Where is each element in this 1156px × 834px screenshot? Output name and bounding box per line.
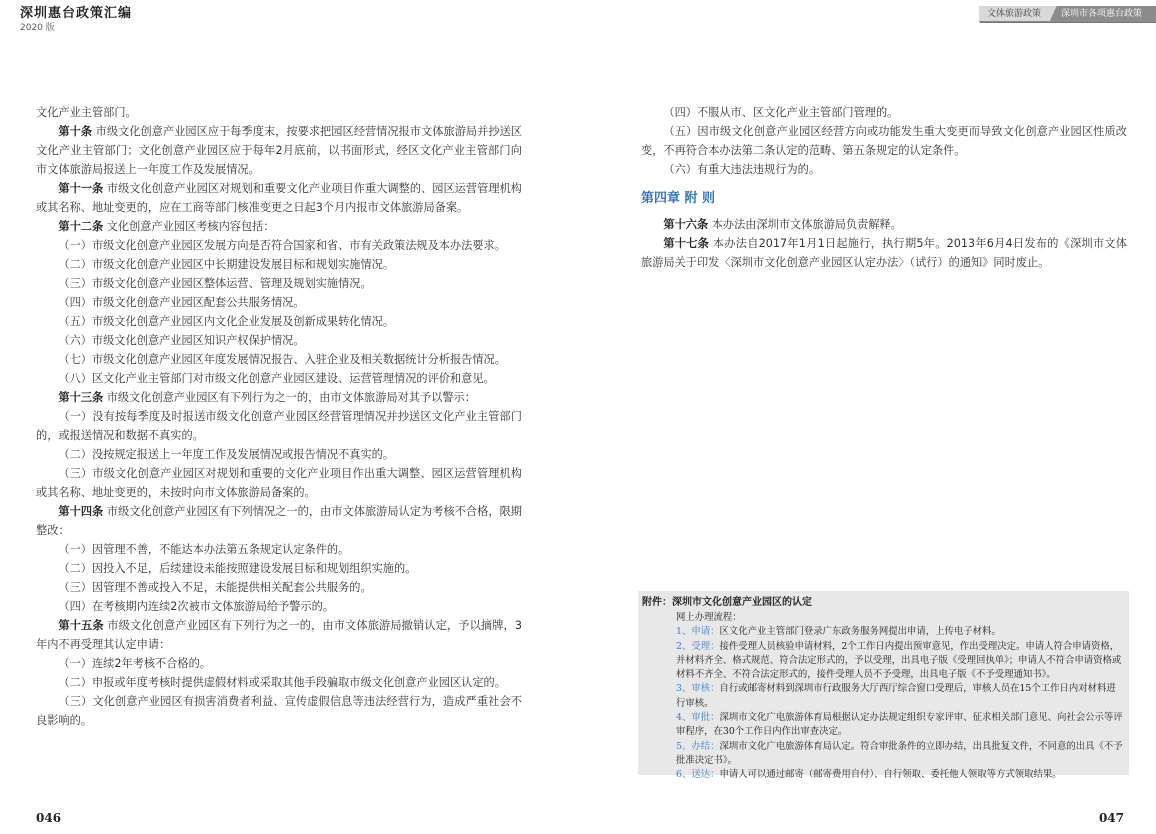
appendix-title: 附件：深圳市文化创意产业园区的认定 (642, 597, 812, 608)
article-label: 第十五条 (58, 619, 104, 632)
paragraph (36, 331, 522, 350)
article-label: 第十条 (58, 125, 93, 138)
appendix-intro: 网上办理流程： (676, 612, 742, 623)
article-label: 第十七条 (663, 237, 710, 250)
paragraph (641, 234, 1127, 272)
paragraph-text: 本办法由深圳市文体旅游局负责解释。 (708, 218, 902, 231)
article-label: 第十四条 (58, 505, 104, 518)
paragraph (641, 103, 1127, 122)
book-title: 深圳惠台政策汇编 (20, 6, 133, 21)
right-page-body (641, 103, 1127, 272)
paragraph-text: 市级文化创意产业园区对规划和重要文化产业项目作重大调整的、园区运营管理机构或其名称、地址变更的，应在工商等部门核准变更之日起3个月内报市文体旅游局备案。 (36, 182, 522, 214)
article-label: 第十三条 (58, 391, 104, 404)
paragraph (36, 597, 522, 616)
paragraph-text: （六）市级文化创意产业园区知识产权保护情况。 (58, 334, 305, 347)
appendix-step (642, 640, 1125, 683)
paragraph-text: （二）申报或年度考核时提供虚假材料或采取其他手段骗取市级文化创意产业园区认定的。 (58, 676, 506, 689)
step-text: 深圳市文化广电旅游体育局认定。符合审批条件的立即办结，出具批复文件，不同意的出具《不予批准决定书》。 (676, 740, 1123, 766)
paragraph (36, 369, 522, 388)
paragraph-text: 市级文化创意产业园区应于每季度末，按要求把园区经营情况报市文体旅游局并抄送区文化产业主管部门；文化创意产业园区应于每年2月底前，以书面形式，经区文化产业主管部门向市文体旅游局报送上一年度工作及发展情况。 (36, 125, 522, 176)
paragraph (36, 540, 522, 559)
appendix-step (642, 682, 1125, 711)
article-label: 第十一条 (58, 182, 104, 195)
paragraph (36, 445, 522, 464)
paragraph (36, 350, 522, 369)
paragraph-text: （四）在考核期内连续2次被市文体旅游局给予警示的。 (58, 600, 335, 613)
paragraph-text: 市级文化创意产业园区有下列行为之一的，由市文体旅游局对其予以警示： (103, 391, 476, 404)
paragraph-text: （五）因市级文化创意产业园区经营方向或功能发生重大变更而导致文化创意产业园区性质改变，不再符合本办法第二条认定的范畴、第五条规定的认定条件。 (641, 125, 1127, 157)
paragraph-text: （三）市级文化创意产业园区整体运营、管理及规划实施情况。 (58, 277, 372, 290)
paragraph (36, 464, 522, 502)
step-label: 6、送达： (676, 769, 720, 781)
paragraph-text: （一）连续2年考核不合格的。 (58, 657, 211, 670)
tab-parent-section: 深圳市各项惠台政策 (1057, 6, 1156, 22)
paragraph-text: 市级文化创意产业园区有下列行为之一的，由市文体旅游局撤销认定，予以摘牌，3年内不再受理其认定申请： (36, 619, 522, 651)
right-page-list (641, 103, 1127, 179)
step-text: 深圳市文化广电旅游体育局根据认定办法规定组织专家评审、征求相关部门意见、向社会公示等评审程序，在30个工作日内作出审查决定。 (676, 712, 1123, 738)
paragraph-text: （八）区文化产业主管部门对市级文化创意产业园区建设、运营管理情况的评价和意见。 (58, 372, 495, 385)
appendix-step (642, 740, 1125, 769)
paragraph-text: （五）市级文化创意产业园区内文化企业发展及创新成果转化情况。 (58, 315, 395, 328)
paragraph (36, 388, 522, 407)
paragraph (36, 673, 522, 692)
step-label: 3、审核： (676, 683, 720, 695)
page-number-right: 047 (1098, 811, 1124, 825)
section-tabs (979, 6, 1156, 22)
appendix-box (638, 591, 1129, 781)
paragraph (36, 122, 522, 179)
paragraph-text: （四）市级文化创意产业园区配套公共服务情况。 (58, 296, 305, 309)
paragraph-text: （二）因投入不足，后续建设未能按照建设发展目标和规划组织实施的。 (58, 562, 417, 575)
paragraph (36, 312, 522, 331)
paragraph (641, 215, 1127, 234)
appendix-step (642, 711, 1125, 740)
paragraph (36, 103, 522, 122)
step-text: 接件受理人员核验申请材料，2个工作日内提出预审意见，作出受理决定。申请人符合申请资格，并材料齐全、格式规范、符合法定形式的，予以受理，出具电子版《受理回执单》；申请人不符合申请资格或材料不齐全、不符合法定形式的，接件受理人员不予受理，出具电子版《不予受理通知书》。 (676, 640, 1122, 681)
paragraph-text: 市级文化创意产业园区有下列情况之一的，由市文体旅游局认定为考核不合格，限期整改： (36, 505, 522, 537)
paragraph (36, 578, 522, 597)
header-rule (980, 22, 1156, 23)
paragraph-text: （二）没按规定报送上一年度工作及发展情况或报告情况不真实的。 (58, 448, 395, 461)
paragraph-text: （二）市级文化创意产业园区中长期建设发展目标和规划实施情况。 (58, 258, 395, 271)
paragraph (36, 255, 522, 274)
paragraph (36, 217, 522, 236)
paragraph (36, 179, 522, 217)
header-left (20, 6, 132, 34)
right-page-articles (641, 215, 1127, 272)
paragraph (36, 407, 522, 445)
paragraph-text: （三）市级文化创意产业园区对规划和重要的文化产业项目作出重大调整、园区运营管理机构或其名称、地址变更的，未按时向市文体旅游局备案的。 (36, 467, 522, 499)
paragraph-text: （六）有重大违法违规行为的。 (663, 163, 821, 176)
step-text: 区文化产业主管部门登录广东政务服务网提出申请，上传电子材料。 (719, 626, 1001, 638)
paragraph-text: （三）文化创意产业园区有损害消费者利益、宣传虚假信息等违法经营行为，造成严重社会不良影响的。 (36, 695, 522, 727)
appendix-step (642, 768, 1125, 782)
paragraph (36, 692, 522, 730)
book-edition: 2020 版 (20, 23, 55, 33)
appendix-steps (642, 625, 1125, 782)
paragraph-text: （四）不服从市、区文化产业主管部门管理的。 (663, 106, 899, 119)
step-label: 2、受理： (676, 640, 720, 652)
paragraph (36, 274, 522, 293)
step-text: 申请人可以通过邮寄（邮寄费用自付）、自行领取、委托他人领取等方式领取结果。 (719, 769, 1062, 781)
page-number-left: 046 (36, 811, 62, 825)
left-page-body (36, 103, 522, 730)
paragraph-text: 文化创意产业园区考核内容包括： (103, 220, 275, 233)
tab-separator (1049, 6, 1057, 22)
paragraph (36, 236, 522, 255)
paragraph-text: 文化产业主管部门。 (36, 106, 137, 119)
paragraph-text: （一）因管理不善，不能达本办法第五条规定认定条件的。 (58, 543, 350, 556)
paragraph (36, 654, 522, 673)
step-label: 4、审批： (676, 712, 720, 724)
tab-current-section: 文体旅游政策 (979, 6, 1049, 22)
paragraph-text: （一）没有按每季度及时报送市级文化创意产业园区经营管理情况并抄送区文化产业主管部门的，或报送情况和数据不真实的。 (36, 410, 522, 442)
paragraph-text: （一）市级文化创意产业园区发展方向是否符合国家和省、市有关政策法规及本办法要求。 (58, 239, 506, 252)
paragraph (641, 122, 1127, 160)
paragraph (36, 502, 522, 540)
paragraph (36, 293, 522, 312)
appendix-step (642, 625, 1125, 639)
paragraph (36, 616, 522, 654)
paragraph (641, 160, 1127, 179)
paragraph (36, 559, 522, 578)
chapter-heading: 第四章 附 则 (641, 191, 716, 206)
step-text: 自行或邮寄材料到深圳市行政服务大厅西厅综合窗口受理后，审核人员在15个工作日内对材料进行审核。 (676, 683, 1116, 709)
paragraph-text: （三）因管理不善或投入不足，未能提供相关配套公共服务的。 (58, 581, 372, 594)
paragraph-text: （七）市级文化创意产业园区年度发展情况报告、入驻企业及相关数据统计分析报告情况。 (58, 353, 506, 366)
article-label: 第十六条 (663, 218, 709, 231)
article-label: 第十二条 (58, 220, 104, 233)
step-label: 5、办结： (676, 740, 720, 752)
step-label: 1、申请： (676, 626, 720, 638)
paragraph-text: 本办法自2017年1月1日起施行，执行期5年。2013年6月4日发布的《深圳市文体旅游局关于印发〈深圳市文化创意产业园区认定办法〉（试行）的通知》同时废止。 (641, 237, 1127, 269)
